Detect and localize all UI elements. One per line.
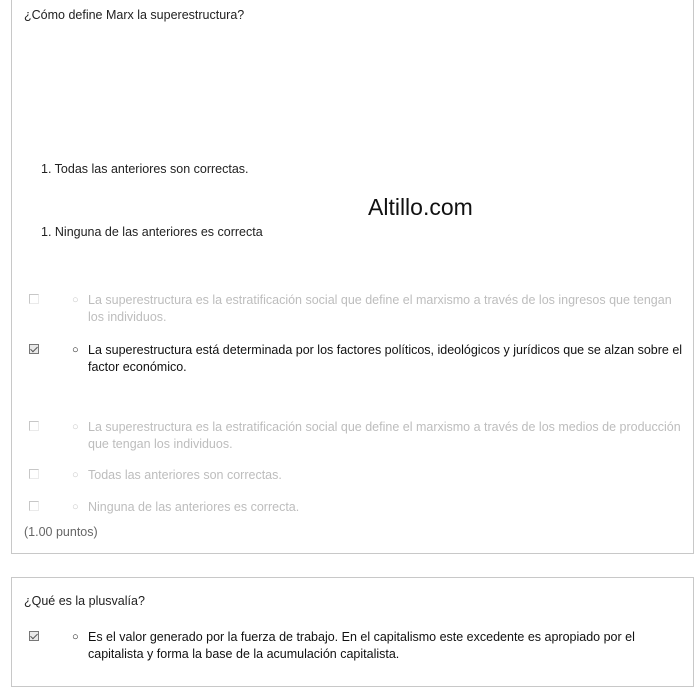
watermark: Altillo.com bbox=[368, 194, 473, 220]
option-text: La superestructura está determinada por los factores políticos, ideológicos y jurídicos que se alzan sobre el factor económico. bbox=[88, 343, 683, 374]
option-checkbox[interactable] bbox=[29, 501, 39, 511]
numbered-line: 1. Ninguna de las anteriores es correcta bbox=[41, 225, 263, 239]
option-checkbox[interactable] bbox=[29, 421, 39, 431]
option-text: Todas las anteriores son correctas. bbox=[88, 468, 282, 482]
option-checkbox-checked[interactable] bbox=[29, 631, 39, 641]
bullet-icon: ○ bbox=[72, 294, 79, 306]
points-label: (1.00 puntos) bbox=[24, 525, 98, 539]
option-checkbox[interactable] bbox=[29, 294, 39, 304]
option-checkbox-checked[interactable] bbox=[29, 344, 39, 354]
question-card-2 bbox=[11, 577, 694, 687]
option-checkbox[interactable] bbox=[29, 469, 39, 479]
option-text: La superestructura es la estratificación social que define el marxismo a través de los medios de producción que tengan los individuos. bbox=[88, 420, 681, 451]
option-text: Ninguna de las anteriores es correcta. bbox=[88, 500, 300, 514]
question-card-1 bbox=[11, 0, 694, 554]
option-text: Es el valor generado por la fuerza de trabajo. En el capitalismo este excedente es apropiado por el capitalista y forma la base de la acumulación capitalista. bbox=[88, 630, 635, 661]
bullet-icon: ○ bbox=[72, 501, 79, 513]
bullet-icon: ○ bbox=[72, 344, 79, 356]
numbered-line: 1. Todas las anteriores son correctas. bbox=[41, 162, 249, 176]
bullet-icon: ○ bbox=[72, 421, 79, 433]
question-text: ¿Qué es la plusvalía? bbox=[24, 594, 145, 608]
question-text: ¿Cómo define Marx la superestructura? bbox=[24, 8, 245, 22]
bullet-icon: ○ bbox=[72, 631, 79, 643]
option-text: La superestructura es la estratificación social que define el marxismo a través de los ingresos que tengan los individuos. bbox=[88, 293, 672, 324]
bullet-icon: ○ bbox=[72, 469, 79, 481]
